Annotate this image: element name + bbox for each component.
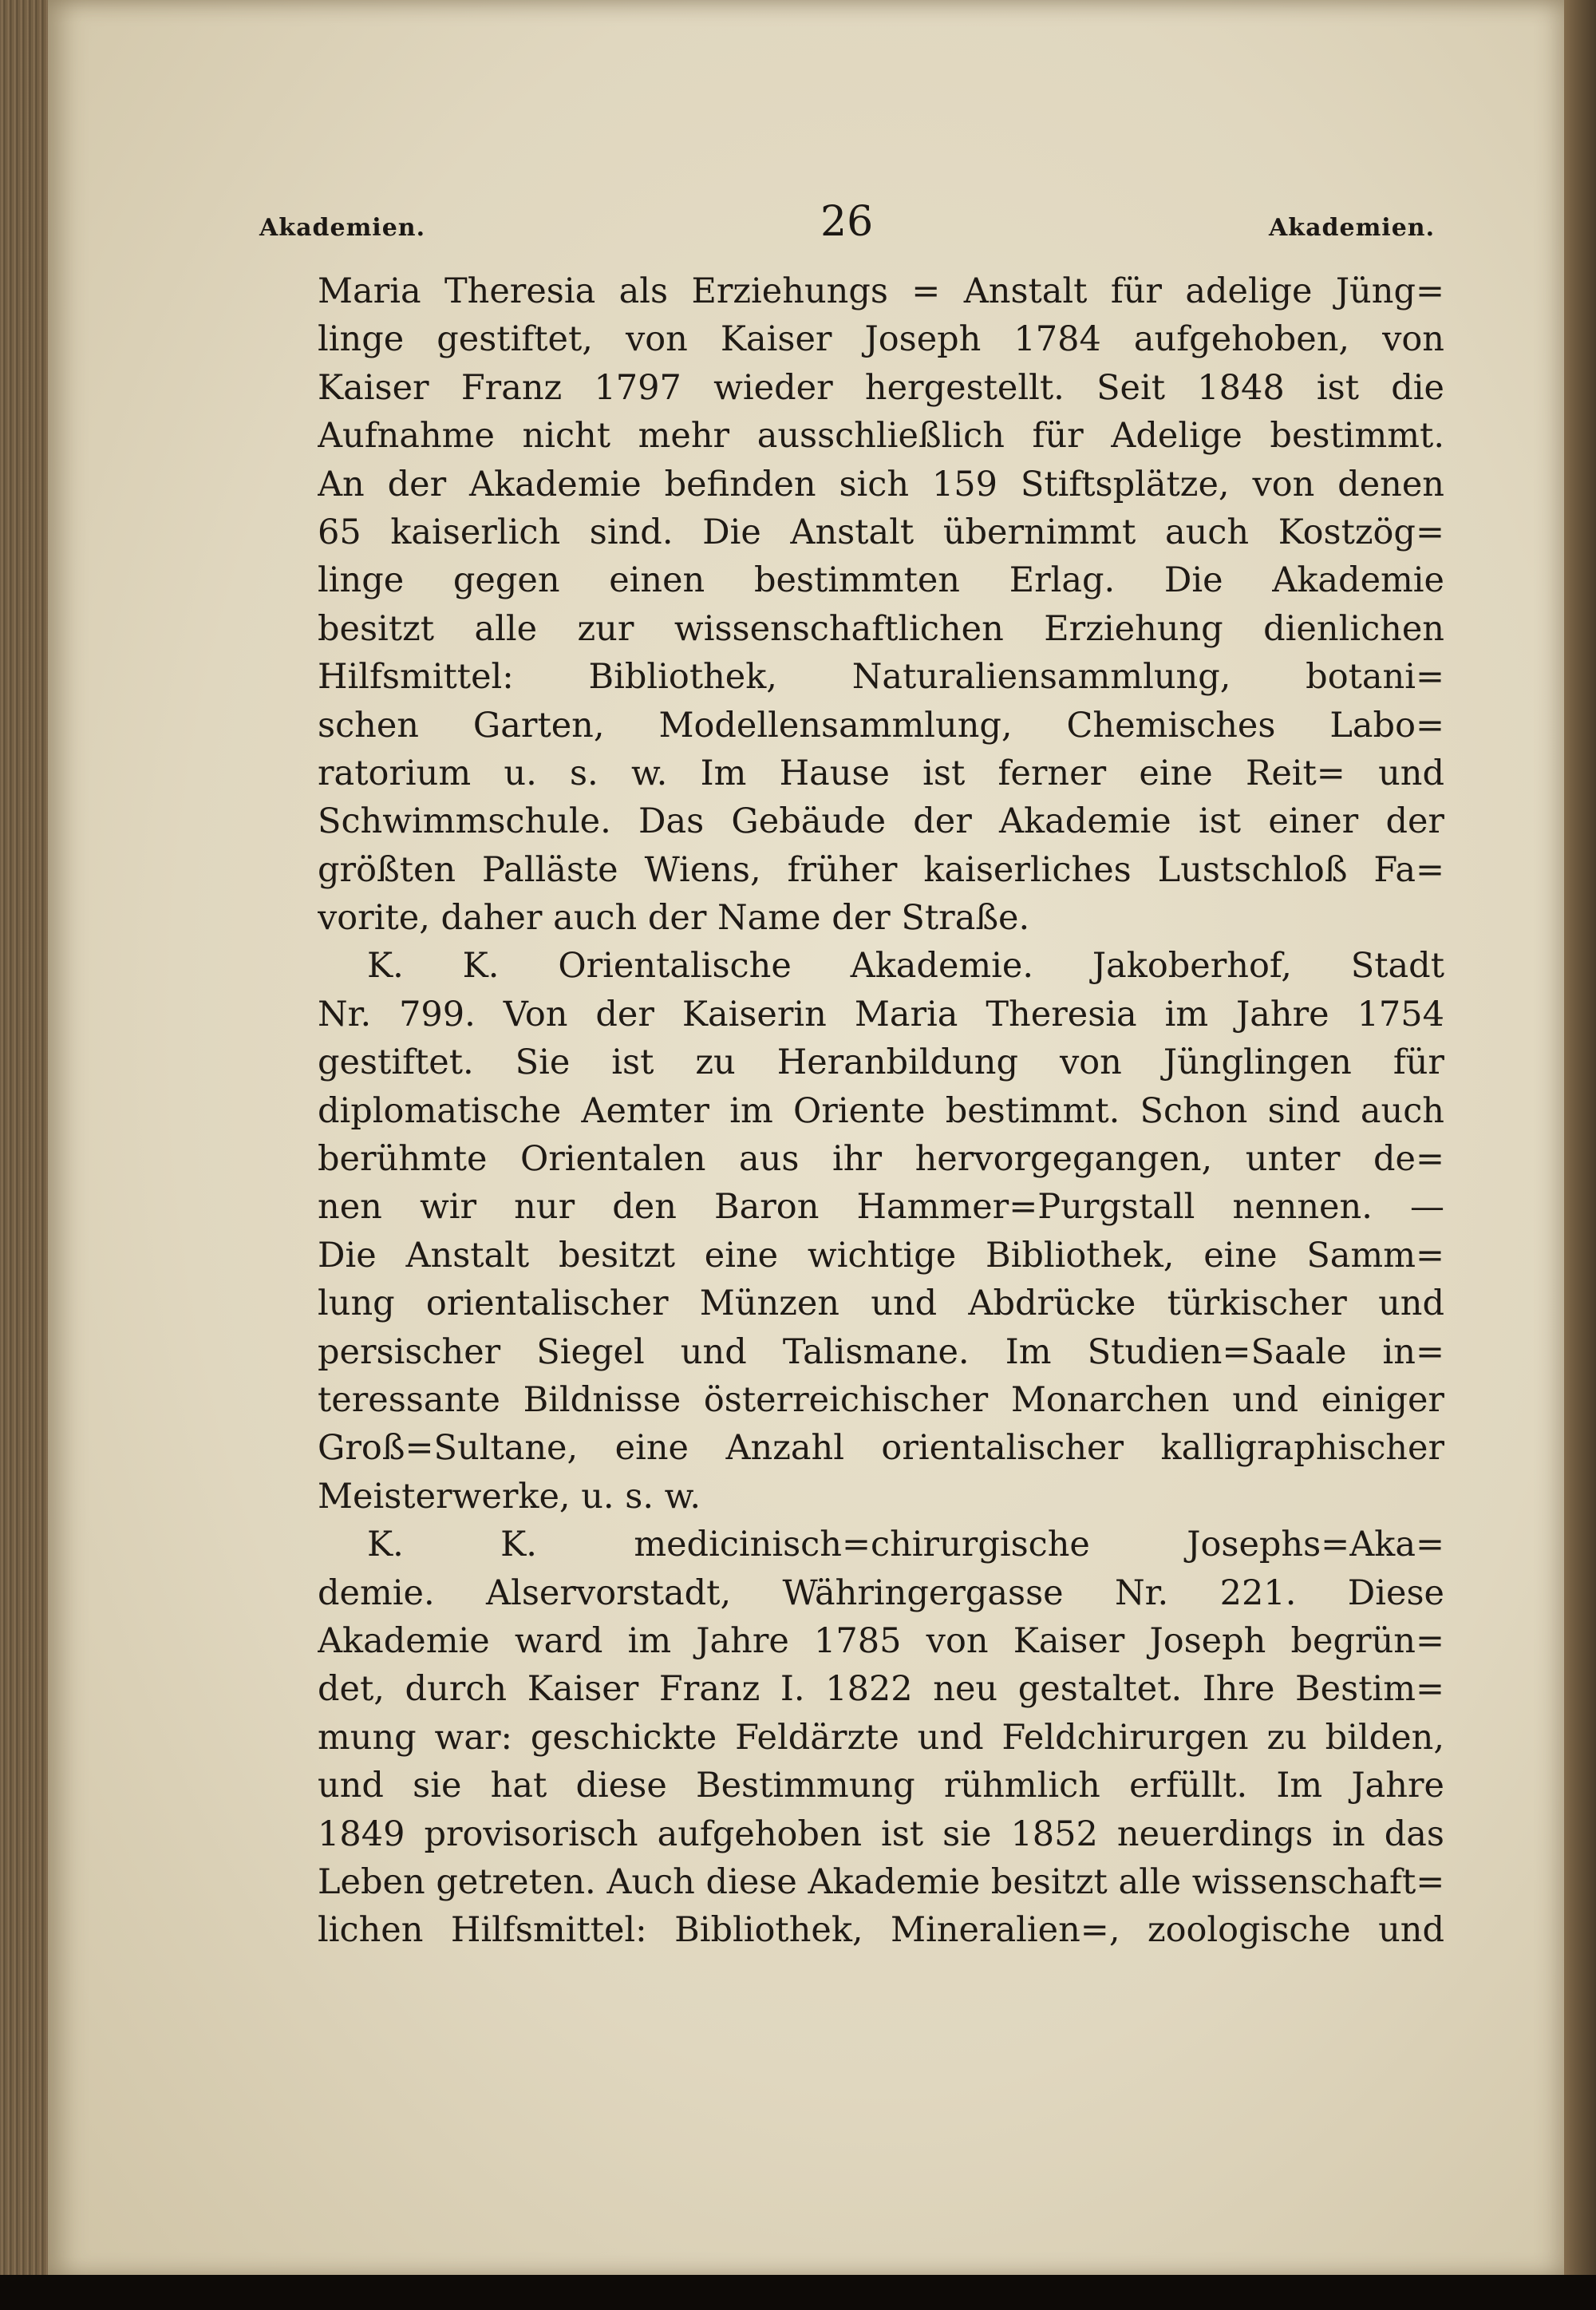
text-line: ratorium u. s. w. Im Hause ist ferner eine Reit= und (318, 753, 1444, 793)
binding-edge (1560, 0, 1596, 2283)
text-line: Hilfsmittel: Bibliothek, Naturaliensammlung, botani= (318, 657, 1444, 698)
text-line: diplomatische Aemter im Oriente bestimmt. Schon sind auch (318, 1090, 1444, 1131)
text-line: Die Anstalt besitzt eine wichtige Bibliothek, eine Samm= (318, 1235, 1444, 1276)
text-line: Groß=Sultane, eine Anzahl orientalischer kalligraphischer (318, 1428, 1444, 1469)
text-line: größten Palläste Wiens, früher kaiserliches Lustschloß Fa= (318, 849, 1444, 890)
text-line: Leben getreten. Auch diese Akademie besitzt alle wissenschaft= (318, 1861, 1444, 1902)
text-line: mung war: geschickte Feldärzte und Feldchirurgen zu bilden, (318, 1717, 1444, 1758)
text-line: lichen Hilfsmittel: Bibliothek, Mineralien=, zoologische und (318, 1910, 1444, 1951)
section-heading-line: K. K. Orientalische Akademie. Jakoberhof, Stadt (367, 946, 1444, 987)
text-line: Schwimmschule. Das Gebäude der Akademie ist einer der (318, 801, 1444, 842)
text-line: gestiftet. Sie ist zu Heranbildung von Jünglingen für (318, 1042, 1444, 1083)
text-line: linge gegen einen bestimmten Erlag. Die Akademie (318, 560, 1444, 601)
text-line: 65 kaiserlich sind. Die Anstalt übernimmt auch Kostzög= (318, 512, 1444, 552)
text-line: 1849 provisorisch aufgehoben ist sie 1852 neuerdings in das (318, 1814, 1444, 1854)
text-line: schen Garten, Modellensammlung, Chemisches Labo= (318, 705, 1444, 746)
page-number: 26 (820, 198, 874, 246)
text-line: Akademie ward im Jahre 1785 von Kaiser Joseph begrün= (318, 1620, 1444, 1661)
text-line: Aufnahme nicht mehr ausschließlich für Adelige bestimmt. (318, 416, 1444, 457)
text-line: berühmte Orientalen aus ihr hervorgegangen, unter de= (318, 1139, 1444, 1180)
text-line: besitzt alle zur wissenschaftlichen Erziehung dienlichen (318, 608, 1444, 649)
running-head-left: Akademien. (259, 214, 426, 242)
text-line: demie. Alservorstadt, Währingergasse Nr. 221. Diese (318, 1572, 1444, 1613)
text-line: und sie hat diese Bestimmung rühmlich erfüllt. Im Jahre (318, 1766, 1444, 1806)
text-line: linge gestiftet, von Kaiser Joseph 1784 aufgehoben, von (318, 319, 1444, 360)
text-line: An der Akademie befinden sich 159 Stiftsplätze, von denen (318, 464, 1444, 504)
text-line: teressante Bildnisse österreichischer Monarchen und einiger (318, 1379, 1444, 1420)
body-text (318, 267, 1444, 1955)
text-line: Meisterwerke, u. s. w. (318, 1476, 701, 1517)
running-head-right: Akademien. (1269, 214, 1436, 242)
text-line: nen wir nur den Baron Hammer=Purgstall nennen. — (318, 1187, 1444, 1228)
text-line: Kaiser Franz 1797 wieder hergestellt. Seit 1848 ist die (318, 367, 1444, 408)
section-heading-line: K. K. medicinisch=chirurgische Josephs=Aka= (367, 1525, 1444, 1565)
text-line: Maria Theresia als Erziehungs = Anstalt für adelige Jüng= (318, 271, 1444, 311)
text-line: vorite, daher auch der Name der Straße. (318, 898, 1030, 939)
background-strip (0, 2275, 1596, 2310)
text-line: det, durch Kaiser Franz I. 1822 neu gestaltet. Ihre Bestim= (318, 1669, 1444, 1710)
text-line: persischer Siegel und Talismane. Im Studien=Saale in= (318, 1331, 1444, 1372)
text-line: lung orientalischer Münzen und Abdrücke türkischer und (318, 1284, 1444, 1324)
text-line: Nr. 799. Von der Kaiserin Maria Theresia im Jahre 1754 (318, 994, 1444, 1034)
